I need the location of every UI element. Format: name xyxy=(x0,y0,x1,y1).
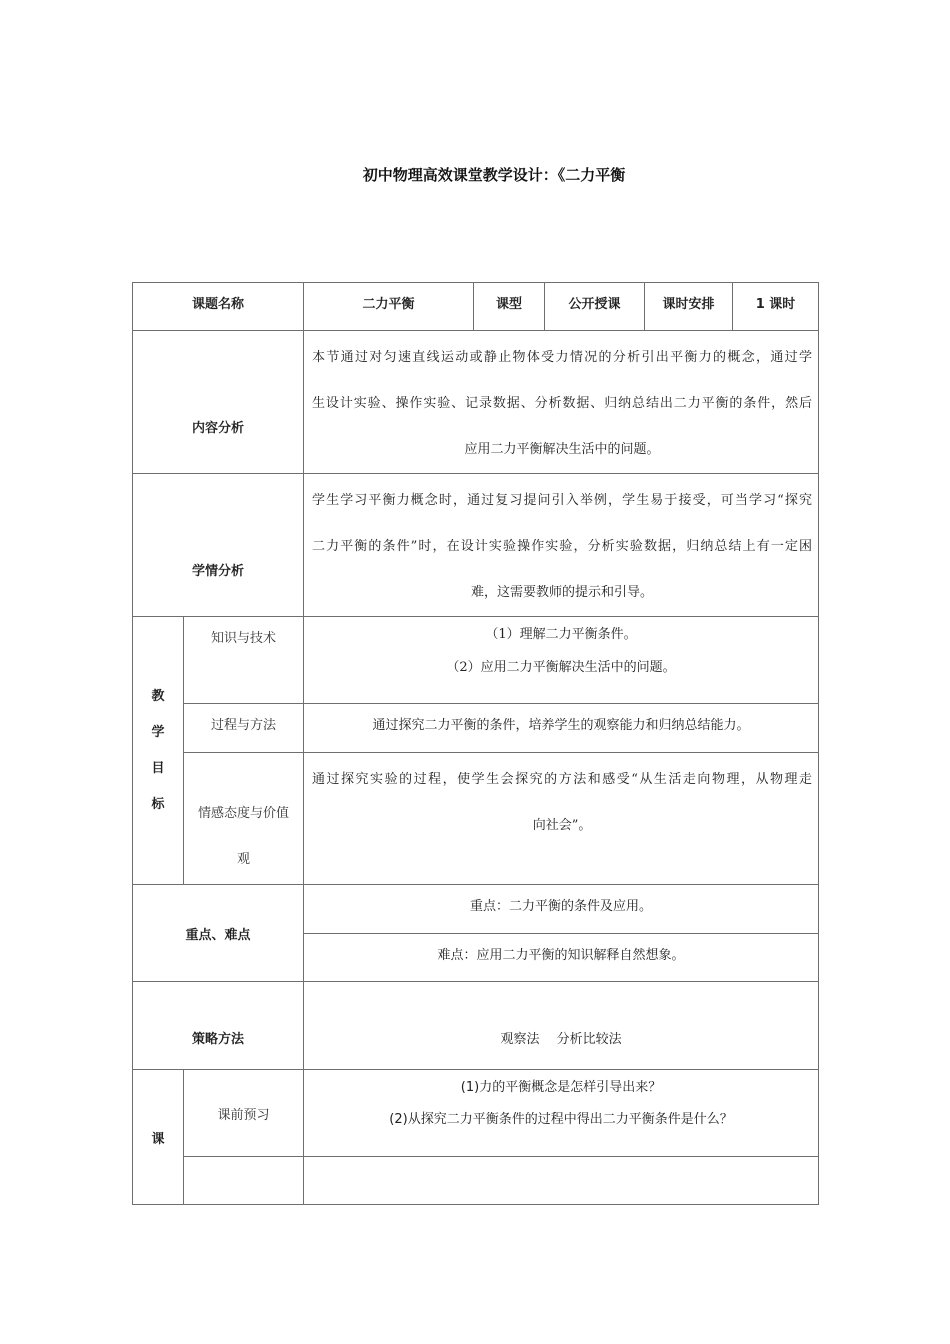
attitude-label-line-1: 情感态度与价值 xyxy=(198,806,290,821)
goal-label-char-1: 教 xyxy=(151,688,165,704)
goal-process-row xyxy=(133,704,819,753)
strategy-label: 策略方法 xyxy=(133,982,304,1070)
topic-name-value: 二力平衡 xyxy=(304,283,474,331)
lesson-plan-table xyxy=(132,282,819,1205)
goal-label-char-4: 标 xyxy=(151,796,165,812)
content-analysis-row xyxy=(133,331,819,474)
student-analysis-label: 学情分析 xyxy=(133,474,304,617)
schedule-value: 1 课时 xyxy=(733,283,819,331)
student-analysis-line-1: 学生学习平衡力概念时，通过复习提问引入举例，学生易于接受，可当学习“探究 xyxy=(312,493,813,508)
goal-label-char-2: 学 xyxy=(151,724,165,740)
header-row xyxy=(133,283,819,331)
lesson-label: 课 xyxy=(133,1070,184,1205)
content-analysis-line-1: 本节通过对匀速直线运动或静止物体受力情况的分析引出平衡力的概念，通过学 xyxy=(312,350,813,365)
attitude-label xyxy=(184,753,304,885)
lesson-blank-row xyxy=(133,1157,819,1205)
question-2-number: (2) xyxy=(389,1112,408,1127)
difficulty-text: 难点：应用二力平衡的知识解释自然想象。 xyxy=(304,934,819,982)
topic-name-label: 课题名称 xyxy=(133,283,304,331)
strategy-methods: 观察法 分析比较法 xyxy=(304,982,819,1070)
student-analysis-row xyxy=(133,474,819,617)
preview-question-1 xyxy=(304,1078,818,1098)
content-analysis-line-3: 应用二力平衡解决生活中的问题。 xyxy=(464,442,660,457)
blank-cell-right xyxy=(304,1157,819,1205)
lesson-type-label: 课型 xyxy=(474,283,545,331)
lesson-type-value: 公开授课 xyxy=(545,283,645,331)
preview-row xyxy=(133,1070,819,1157)
process-label: 过程与方法 xyxy=(184,704,304,753)
key-point-text: 重点：二力平衡的条件及应用。 xyxy=(304,885,819,934)
strategy-row xyxy=(133,982,819,1070)
preview-label: 课前预习 xyxy=(184,1070,304,1157)
content-analysis-label: 内容分析 xyxy=(133,331,304,474)
question-1-text: 力的平衡概念是怎样引导出来？ xyxy=(479,1080,662,1095)
content-analysis-text xyxy=(304,331,819,474)
process-text: 通过探究二力平衡的条件，培养学生的观察能力和归纳总结能力。 xyxy=(304,704,819,753)
blank-cell-left xyxy=(184,1157,304,1205)
knowledge-text xyxy=(304,617,819,704)
attitude-line-2: 向社会”。 xyxy=(532,818,592,833)
student-analysis-line-3: 难，这需要教师的提示和引导。 xyxy=(471,585,654,600)
goal-label-char-3: 目 xyxy=(151,760,165,776)
preview-question-2 xyxy=(304,1098,818,1142)
student-analysis-text xyxy=(304,474,819,617)
preview-questions xyxy=(304,1070,819,1157)
key-points-label: 重点、难点 xyxy=(133,885,304,982)
schedule-label: 课时安排 xyxy=(645,283,733,331)
attitude-label-line-2: 观 xyxy=(237,852,251,867)
teaching-goals-label xyxy=(133,617,184,885)
document-title: 初中物理高效课堂教学设计：《二力平衡 xyxy=(362,166,626,184)
key-point-row xyxy=(133,885,819,934)
question-1-number: (1) xyxy=(460,1080,480,1095)
knowledge-label: 知识与技术 xyxy=(184,617,304,704)
attitude-text xyxy=(304,753,819,885)
attitude-line-1: 通过探究实验的过程，使学生会探究的方法和感受“从生活走向物理，从物理走 xyxy=(312,772,813,787)
knowledge-line-1: （1）理解二力平衡条件。 xyxy=(485,627,637,642)
goal-knowledge-row xyxy=(133,617,819,704)
knowledge-line-2: （2）应用二力平衡解决生活中的问题。 xyxy=(446,660,676,675)
student-analysis-line-2: 二力平衡的条件”时，在设计实验操作实验，分析实验数据，归纳总结上有一定困 xyxy=(312,539,813,554)
goal-attitude-row xyxy=(133,753,819,885)
content-analysis-line-2: 生设计实验、操作实验、记录数据、分析数据、归纳总结出二力平衡的条件，然后 xyxy=(312,396,813,411)
question-2-text: 从探究二力平衡条件的过程中得出二力平衡条件是什么？ xyxy=(407,1112,733,1127)
